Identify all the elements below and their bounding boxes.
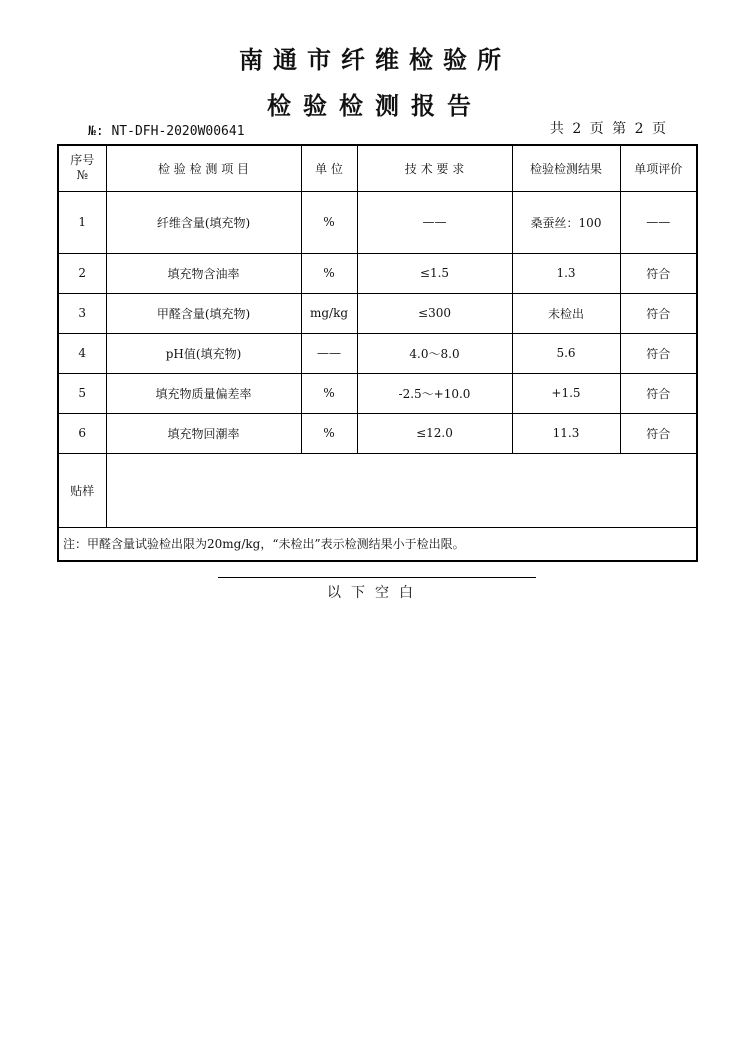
row-item: pH值(填充物) [106,333,301,373]
row-evaluation: 符合 [620,333,697,373]
row-item: 填充物含油率 [106,253,301,293]
table-row [58,293,697,333]
row-item: 填充物回潮率 [106,413,301,453]
row-result: 未检出 [512,293,620,333]
row-evaluation: 符合 [620,293,697,333]
page-indicator: 共 2 页 第 2 页 [549,121,668,137]
row-result: 桑蚕丝：100 [512,191,620,253]
note-row [58,527,697,561]
row-no: 5 [58,373,106,413]
row-no: 1 [58,191,106,253]
row-unit: % [301,253,357,293]
table-note: 注：甲醛含量试验检出限为20mg/kg，“未检出”表示检测结果小于检出限。 [58,527,697,561]
end-marker-text: 以下空白 [327,585,423,601]
row-no: 6 [58,413,106,453]
row-unit: —— [301,333,357,373]
report-number: №: NT-DFH-2020W00641 [88,124,245,139]
row-evaluation: —— [620,191,697,253]
table-row [58,191,697,253]
row-evaluation: 符合 [620,253,697,293]
row-no: 3 [58,293,106,333]
row-unit: mg/kg [301,293,357,333]
row-requirement: 4.0～8.0 [357,333,512,373]
row-result: 5.6 [512,333,620,373]
row-no: 2 [58,253,106,293]
row-unit: % [301,413,357,453]
sample-area [106,453,697,527]
table-row [58,333,697,373]
row-no: 4 [58,333,106,373]
row-unit: % [301,191,357,253]
column-header-requirement: 技 术 要 求 [357,145,512,191]
row-item: 填充物质量偏差率 [106,373,301,413]
column-header-unit: 单 位 [301,145,357,191]
row-result: 1.3 [512,253,620,293]
table-row [58,413,697,453]
row-result: +1.5 [512,373,620,413]
table-header-row [58,145,697,191]
row-unit: % [301,373,357,413]
table-row [58,373,697,413]
row-evaluation: 符合 [620,373,697,413]
row-requirement: -2.5～+10.0 [357,373,512,413]
column-header-item: 检 验 检 测 项 目 [106,145,301,191]
organization-title: 南通市纤维检验所 [239,46,511,74]
row-item: 纤维含量(填充物) [106,191,301,253]
sample-row [58,453,697,527]
column-header-evaluation: 单项评价 [620,145,697,191]
row-requirement: ≤12.0 [357,413,512,453]
inspection-results-table [57,144,698,562]
row-evaluation: 符合 [620,413,697,453]
report-title: 检验检测报告 [267,92,483,120]
row-item: 甲醛含量(填充物) [106,293,301,333]
table-row [58,253,697,293]
row-requirement: —— [357,191,512,253]
row-requirement: ≤300 [357,293,512,333]
column-header-result: 检验检测结果 [512,145,620,191]
end-divider [218,577,536,578]
row-requirement: ≤1.5 [357,253,512,293]
sample-label: 贴样 [58,453,106,527]
column-header-no: 序号 № [58,145,106,191]
row-result: 11.3 [512,413,620,453]
